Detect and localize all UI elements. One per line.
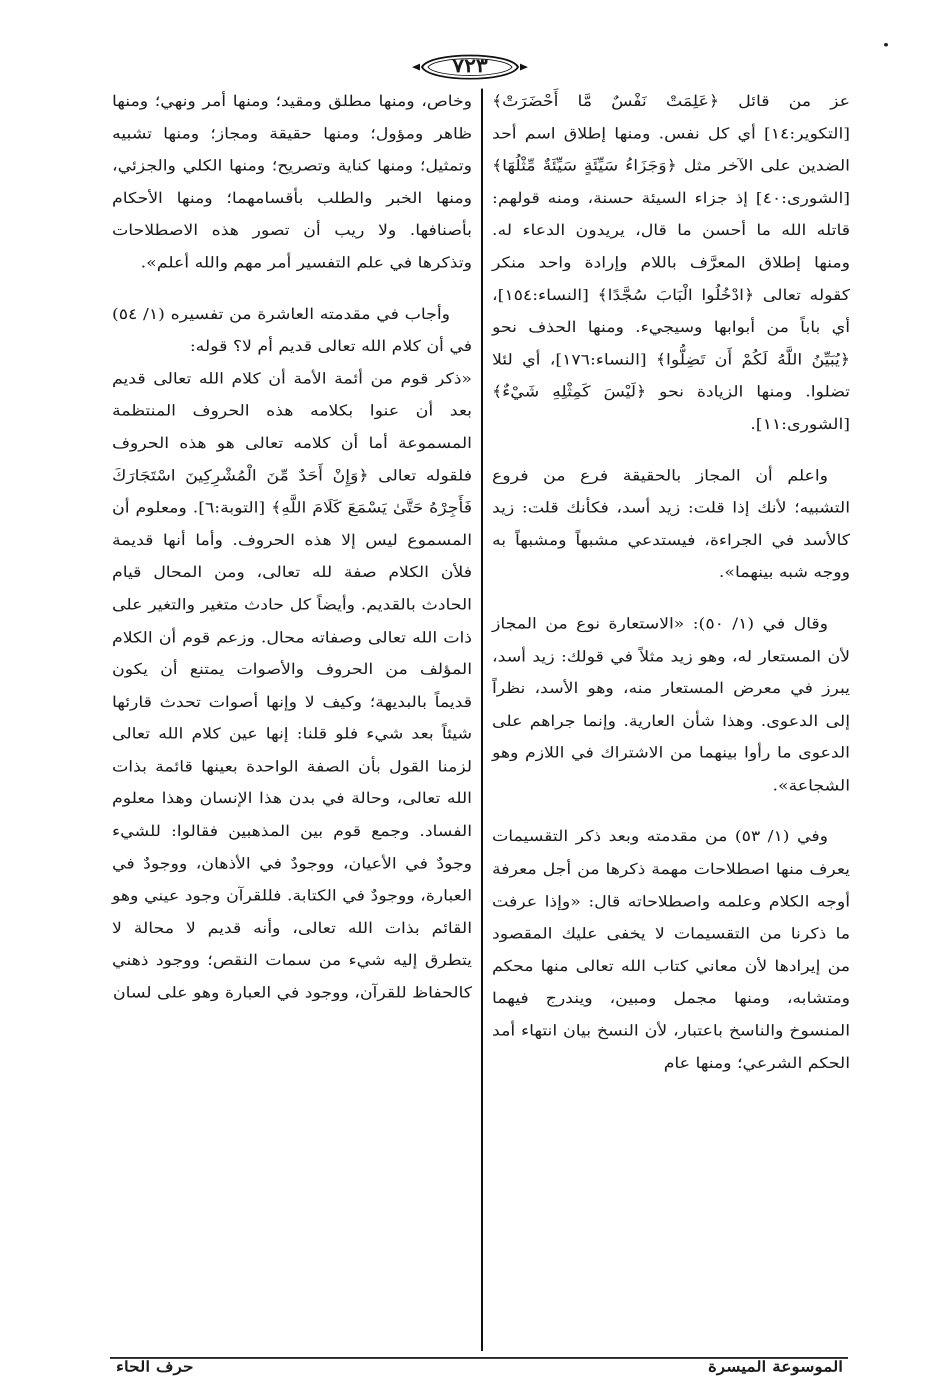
column-divider xyxy=(481,89,483,1351)
paragraph: وفي (١/ ٥٣) من مقدمته وبعد ذكر التقسيمات يعرف منها اصطلاحات مهمة ذكرها من أجل معرفة أوجه الكلام وعلمه واصطلاحاته قال: «وإذا عرفت ما ذكرنا من التقسيمات لا يخفى عليك المقصود من إيرادها لأن معاني كتاب الله تعالى منها محكم ومتشابه، ومنها مجمل ومبين، ويندرج فيهما المنسوخ والناسخ باعتبار، لأن النسخ بيان انتهاء أمد الحكم الشرعي؛ ومنها عام xyxy=(492,828,850,1073)
paragraph: وقال في (١/ ٥٠): «الاستعارة نوع من المجاز لأن المستعار له، وهو زيد مثلاً في قولك: زيد أسد، يبرز في معرض المستعار منه، وهو الأسد، نظراً إلى الدعوى. وهذا شأن العارية. وإنما جراهم على الدعوى ما رأوا بينهما من الاشتراك في اللازم وهو الشجاعة». xyxy=(492,615,850,795)
paragraph: «ذكر قوم من أئمة الأمة أن كلام الله تعالى قديم بعد أن عنوا بكلامه هذه الحروف المنتظمة المسموعة أما أن كلامه تعالى هو هذه الحروف فلقوله تعالى ﴿وَإِنْ أَحَدٌ مِّنَ الْمُشْرِكِينَ اسْتَجَارَكَ فَأَجِرْهُ حَتَّىٰ يَسْمَعَ كَلَامَ اللَّهِ﴾ [التوبة:٦]. ومعلوم أن المسموع ليس إلا هذه الحروف. وأما أنها قديمة فلأن الكلام صفة لله تعالى، ومن المحال قيام الحادث بالقديم. وأيضاً كل حادث متغير والتغير على ذات الله تعالى وصفاته محال. وزعم قوم أن الكلام المؤلف من الحروف والأصوات يمتنع أن يكون قديماً بالبديهة؛ وكيف لا وإنها أصوات تحدث قارئها شيئاً بعد شيء فلو قلنا: إنها عين كلام الله تعالى لزمنا القول بأن الصفة الواحدة بعينها قائمة بذات الله تعالى، وحالة في بدن هذا الإنسان وهذا معلوم الفساد. وجمع قوم بين المذهبين فقالوا: للشيء وجودٌ في الأعيان، ووجودٌ في الأذهان، ووجودٌ في العبارة، ووجودٌ في الكتابة. فللقرآن وجود عيني وهو القائم بذات الله تعالى، وأنه قديم لا محالة لا يتطرق إليه شيء من سمات النقص؛ ووجود ذهني كالحفاظ للقرآن، ووجود في العبارة وهو على لسان xyxy=(112,370,472,1002)
paragraph: عز من قائل ﴿عَلِمَتْ نَفْسٌ مَّا أَحْضَرَتْ﴾ [التكوير:١٤] أي كل نفس. ومنها إطلاق اسم أحد الضدين على الآخر مثل ﴿وَجَزَاءُ سَيِّئَةٍ سَيِّئَةٌ مِّثْلُهَا﴾ [الشورى:٤٠] إذ جزاء السيئة حسنة، ومنه قولهم: قاتله الله ما أحسن ما قال، يريدون الدعاء له. ومنها إطلاق المعرَّف باللام وإرادة واحد منكر كقوله تعالى ﴿ادْخُلُوا الْبَابَ سُجَّدًا﴾ [النساء:١٥٤]، أي باباً من أبوابها وسيجيء. ومنها الحذف نحو ﴿يُبَيِّنُ اللَّهُ لَكُمْ أَن تَضِلُّوا﴾ [النساء:١٧٦]، أي لئلا تضلوا. ومنها الزيادة نحو ﴿لَيْسَ كَمِثْلِهِ شَيْءٌ﴾ [الشورى:١١]. xyxy=(492,92,850,434)
paragraph: واعلم أن المجاز بالحقيقة فرع من فروع التشبيه؛ لأنك إذا قلت: زيد أسد، فكأنك قلت: زيد كالأسد في الجراءة، فيستدعي مشبهاً ومشبهاً به ووجه شبه بينهما». xyxy=(492,467,850,582)
footer-book-title: الموسوعة الميسرة xyxy=(707,1358,843,1376)
paragraph: وخاص، ومنها مطلق ومقيد؛ ومنها أمر ونهي؛ ومنها ظاهر ومؤول؛ ومنها حقيقة ومجاز؛ ومنها تشبيه وتمثيل؛ ومنها كناية وتصريح؛ ومنها الكلي والجزئي، ومنها الخبر والطلب بأقسامهما؛ ومنها الأحكام بأصنافها. ولا ريب أن تصور هذه الاصطلاحات وتذكرها في علم التفسير أمر مهم والله أعلم». xyxy=(112,92,472,272)
corner-mark-dot xyxy=(884,43,888,46)
page-number: ٧٢٣ xyxy=(452,55,488,78)
footer-section-name: حرف الحاء xyxy=(116,1358,194,1376)
page-number-ornament xyxy=(410,46,530,87)
paragraph: وأجاب في مقدمته العاشرة من تفسيره (١/ ٥٤) في أن كلام الله تعالى قديم أم لا؟ قوله: xyxy=(112,305,472,356)
right-column xyxy=(492,86,850,1348)
left-column xyxy=(112,86,472,1348)
